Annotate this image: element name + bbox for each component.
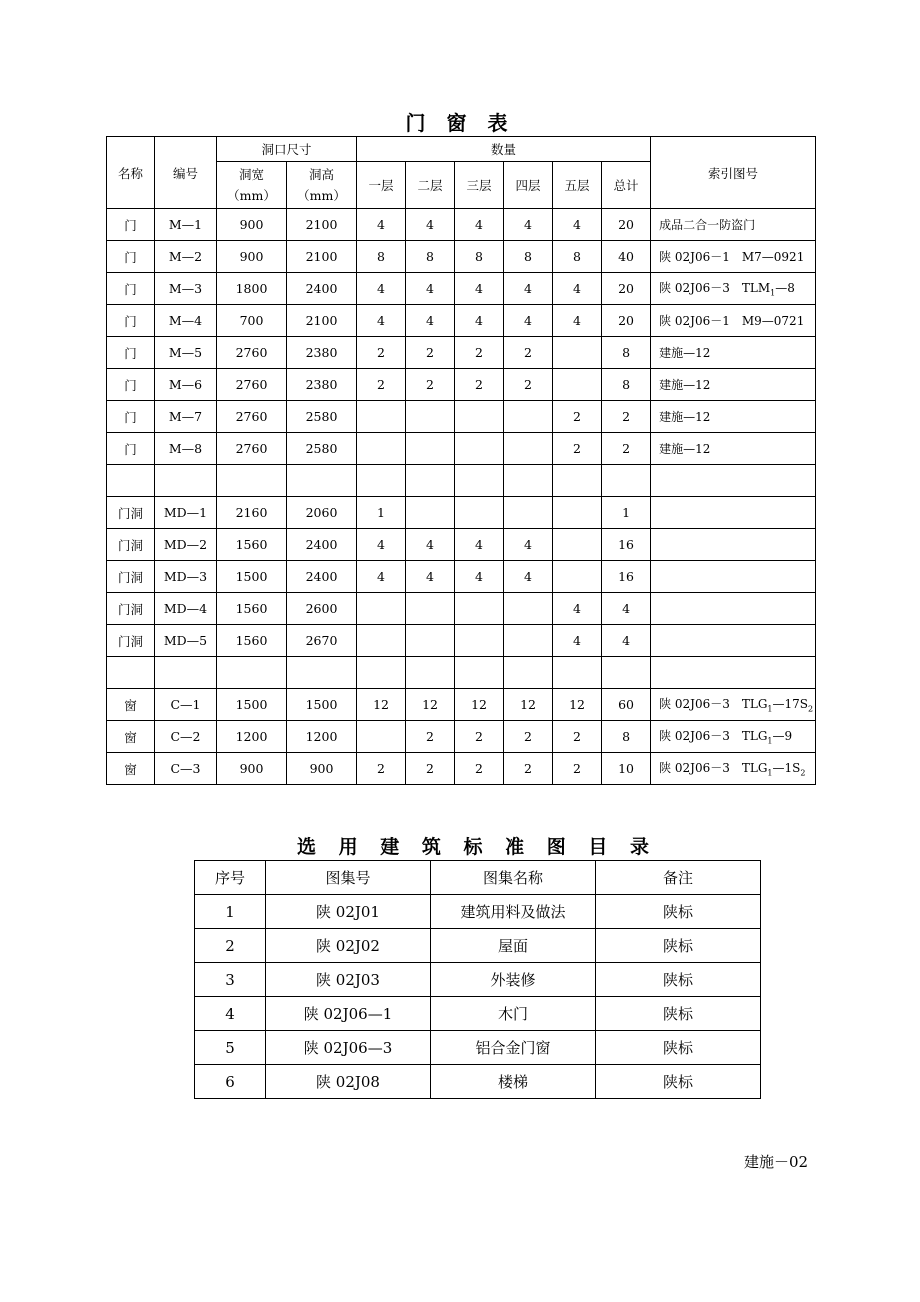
catalog-cell-atlas-no: 陕 02J06—3	[266, 1031, 431, 1065]
cell-height: 2400	[287, 273, 357, 305]
header-ref: 索引图号	[651, 137, 816, 209]
cell-floor-5: 4	[553, 625, 602, 657]
table-row	[107, 433, 816, 465]
cell-floor-4: 4	[504, 529, 553, 561]
cell-floor-3: 2	[455, 721, 504, 753]
cell-floor-3	[455, 657, 504, 689]
catalog-cell-seq: 3	[195, 963, 266, 997]
cell-name	[107, 657, 155, 689]
table-row	[107, 497, 816, 529]
cell-floor-2	[406, 497, 455, 529]
ref-text: 陕 02J06－3 TLG	[659, 697, 768, 712]
cell-floor-2	[406, 401, 455, 433]
cell-code: M—3	[155, 273, 217, 305]
cell-name: 门洞	[107, 497, 155, 529]
cell-name: 门洞	[107, 529, 155, 561]
cell-code: C—2	[155, 721, 217, 753]
cell-floor-2: 2	[406, 721, 455, 753]
cell-width	[217, 657, 287, 689]
header-row-1	[107, 137, 816, 162]
cell-floor-1: 2	[357, 369, 406, 401]
cell-floor-2	[406, 625, 455, 657]
cell-height: 1200	[287, 721, 357, 753]
cell-floor-5: 2	[553, 753, 602, 785]
cell-floor-5	[553, 465, 602, 497]
cell-name: 门	[107, 305, 155, 337]
cell-ref	[651, 241, 816, 273]
table-row	[107, 465, 816, 497]
cell-code: MD—5	[155, 625, 217, 657]
cell-name: 门洞	[107, 561, 155, 593]
cell-floor-1: 4	[357, 273, 406, 305]
cell-floor-4: 4	[504, 561, 553, 593]
cell-ref	[651, 369, 816, 401]
cell-code: M—2	[155, 241, 217, 273]
cell-height: 2670	[287, 625, 357, 657]
cell-floor-3	[455, 625, 504, 657]
cell-floor-1	[357, 433, 406, 465]
cell-width: 1500	[217, 561, 287, 593]
cell-floor-1: 4	[357, 305, 406, 337]
table-row	[195, 929, 761, 963]
cell-floor-4	[504, 465, 553, 497]
cell-floor-3	[455, 433, 504, 465]
cell-floor-1: 1	[357, 497, 406, 529]
cell-floor-4: 2	[504, 369, 553, 401]
cell-floor-2: 4	[406, 305, 455, 337]
cell-ref	[651, 561, 816, 593]
cell-floor-5	[553, 337, 602, 369]
table-row	[107, 305, 816, 337]
cell-name: 门	[107, 433, 155, 465]
cell-ref	[651, 305, 816, 337]
cell-height: 2400	[287, 561, 357, 593]
table-row	[107, 401, 816, 433]
cell-height: 900	[287, 753, 357, 785]
cell-floor-2: 2	[406, 369, 455, 401]
ref-subscript: 1	[770, 288, 776, 298]
header-floor-1: 一层	[357, 162, 406, 209]
cell-total: 4	[602, 625, 651, 657]
cell-width: 1200	[217, 721, 287, 753]
cell-floor-5: 12	[553, 689, 602, 721]
cell-floor-5: 4	[553, 305, 602, 337]
cell-code: M—8	[155, 433, 217, 465]
cell-code: C—1	[155, 689, 217, 721]
cell-total: 2	[602, 401, 651, 433]
cell-floor-1: 12	[357, 689, 406, 721]
cell-name: 门	[107, 401, 155, 433]
cell-code	[155, 465, 217, 497]
cell-width	[217, 465, 287, 497]
ref-text: 建施—12	[659, 442, 711, 456]
cell-name: 窗	[107, 721, 155, 753]
cell-width: 2760	[217, 369, 287, 401]
catalog-cell-seq: 1	[195, 895, 266, 929]
cell-floor-2	[406, 657, 455, 689]
cell-code: M—6	[155, 369, 217, 401]
cell-width: 1560	[217, 625, 287, 657]
header-width-unit: （mm）	[227, 188, 276, 203]
cell-floor-4: 2	[504, 753, 553, 785]
catalog-cell-atlas-name: 楼梯	[431, 1065, 596, 1099]
catalog-header-atlas-no: 图集号	[266, 861, 431, 895]
cell-floor-4: 4	[504, 305, 553, 337]
catalog-cell-note: 陕标	[596, 1031, 761, 1065]
cell-floor-2: 12	[406, 689, 455, 721]
cell-floor-3: 4	[455, 305, 504, 337]
page-number: 建施－02	[744, 1153, 809, 1171]
cell-floor-4: 2	[504, 721, 553, 753]
cell-ref	[651, 721, 816, 753]
cell-code: MD—3	[155, 561, 217, 593]
cell-width: 700	[217, 305, 287, 337]
catalog-cell-note: 陕标	[596, 929, 761, 963]
header-quantity: 数量	[357, 137, 651, 162]
cell-code: MD—1	[155, 497, 217, 529]
cell-height: 2380	[287, 369, 357, 401]
cell-floor-2: 2	[406, 337, 455, 369]
cell-code: MD—4	[155, 593, 217, 625]
cell-name: 门洞	[107, 625, 155, 657]
header-floor-2: 二层	[406, 162, 455, 209]
cell-name: 门	[107, 241, 155, 273]
catalog-cell-note: 陕标	[596, 963, 761, 997]
cell-floor-1	[357, 721, 406, 753]
table-row	[107, 529, 816, 561]
catalog-header-atlas-name: 图集名称	[431, 861, 596, 895]
header-name: 名称	[107, 137, 155, 209]
header-height-unit: （mm）	[297, 188, 346, 203]
cell-floor-5: 2	[553, 433, 602, 465]
cell-ref	[651, 689, 816, 721]
cell-height: 2100	[287, 209, 357, 241]
ref-subscript: 1	[767, 704, 773, 714]
cell-floor-3: 4	[455, 273, 504, 305]
cell-total: 8	[602, 721, 651, 753]
table-row	[107, 593, 816, 625]
catalog-header-row	[195, 861, 761, 895]
cell-floor-1: 4	[357, 529, 406, 561]
ref-tail: —1S	[772, 761, 801, 776]
cell-floor-3	[455, 401, 504, 433]
cell-total: 8	[602, 337, 651, 369]
cell-ref	[651, 337, 816, 369]
ref-subscript: 1	[767, 736, 773, 746]
cell-total: 60	[602, 689, 651, 721]
cell-total: 16	[602, 561, 651, 593]
cell-floor-1: 2	[357, 337, 406, 369]
cell-height: 2380	[287, 337, 357, 369]
ref-subscript-2: 2	[800, 768, 806, 778]
catalog-cell-note: 陕标	[596, 895, 761, 929]
cell-floor-3: 4	[455, 561, 504, 593]
cell-name: 门	[107, 273, 155, 305]
cell-floor-4	[504, 497, 553, 529]
cell-floor-5: 2	[553, 401, 602, 433]
table-row	[107, 369, 816, 401]
cell-name	[107, 465, 155, 497]
cell-floor-4: 2	[504, 337, 553, 369]
cell-floor-4	[504, 433, 553, 465]
table-row	[195, 1065, 761, 1099]
table-row	[107, 625, 816, 657]
cell-floor-3: 12	[455, 689, 504, 721]
table-row	[107, 273, 816, 305]
cell-floor-5: 4	[553, 209, 602, 241]
ref-text: 陕 02J06－3 TLG	[659, 761, 768, 776]
header-opening-size: 洞口尺寸	[217, 137, 357, 162]
cell-ref	[651, 465, 816, 497]
cell-floor-5: 2	[553, 721, 602, 753]
catalog-cell-seq: 6	[195, 1065, 266, 1099]
cell-floor-5: 8	[553, 241, 602, 273]
cell-ref	[651, 273, 816, 305]
header-width-label: 洞宽	[238, 167, 264, 182]
cell-floor-3: 2	[455, 337, 504, 369]
table-row	[107, 337, 816, 369]
cell-floor-5	[553, 657, 602, 689]
catalog-cell-atlas-name: 外装修	[431, 963, 596, 997]
cell-floor-4: 4	[504, 273, 553, 305]
cell-ref	[651, 593, 816, 625]
cell-ref	[651, 209, 816, 241]
catalog-table	[194, 860, 761, 1099]
cell-floor-5	[553, 561, 602, 593]
cell-floor-5	[553, 497, 602, 529]
cell-total: 4	[602, 593, 651, 625]
cell-height	[287, 465, 357, 497]
cell-floor-3: 2	[455, 369, 504, 401]
catalog-cell-atlas-name: 建筑用料及做法	[431, 895, 596, 929]
cell-width: 1560	[217, 529, 287, 561]
catalog-header-note: 备注	[596, 861, 761, 895]
cell-width: 1800	[217, 273, 287, 305]
ref-subscript: 1	[767, 768, 773, 778]
cell-height: 2600	[287, 593, 357, 625]
cell-width: 1560	[217, 593, 287, 625]
cell-ref	[651, 497, 816, 529]
table-row	[107, 657, 816, 689]
table-row	[107, 753, 816, 785]
cell-total: 8	[602, 369, 651, 401]
cell-height: 2580	[287, 401, 357, 433]
cell-ref	[651, 529, 816, 561]
catalog-cell-atlas-no: 陕 02J03	[266, 963, 431, 997]
cell-floor-3	[455, 497, 504, 529]
cell-code: M—5	[155, 337, 217, 369]
cell-ref	[651, 753, 816, 785]
cell-floor-2: 2	[406, 753, 455, 785]
cell-name: 门	[107, 209, 155, 241]
cell-floor-5: 4	[553, 273, 602, 305]
catalog-cell-atlas-no: 陕 02J01	[266, 895, 431, 929]
ref-subscript-2: 2	[808, 704, 814, 714]
cell-name: 门洞	[107, 593, 155, 625]
catalog-cell-atlas-name: 屋面	[431, 929, 596, 963]
cell-floor-1: 4	[357, 209, 406, 241]
cell-floor-4: 8	[504, 241, 553, 273]
cell-floor-5	[553, 529, 602, 561]
cell-ref	[651, 657, 816, 689]
table-row	[195, 997, 761, 1031]
cell-code	[155, 657, 217, 689]
cell-total: 10	[602, 753, 651, 785]
header-floor-3: 三层	[455, 162, 504, 209]
header-floor-4: 四层	[504, 162, 553, 209]
ref-text: 陕 02J06－3 TLM	[659, 281, 771, 296]
cell-floor-2: 4	[406, 529, 455, 561]
cell-total: 20	[602, 305, 651, 337]
table-row	[107, 721, 816, 753]
catalog-cell-atlas-no: 陕 02J08	[266, 1065, 431, 1099]
cell-floor-4	[504, 593, 553, 625]
door-window-table-title: 门 窗 表	[405, 111, 515, 135]
cell-floor-4	[504, 401, 553, 433]
catalog-table-title: 选 用 建 筑 标 准 图 目 录	[297, 836, 657, 858]
cell-floor-2	[406, 593, 455, 625]
cell-height: 2400	[287, 529, 357, 561]
cell-height: 2580	[287, 433, 357, 465]
cell-floor-4: 4	[504, 209, 553, 241]
cell-floor-1	[357, 625, 406, 657]
header-total: 总计	[602, 162, 651, 209]
cell-floor-2: 8	[406, 241, 455, 273]
catalog-cell-atlas-no: 陕 02J02	[266, 929, 431, 963]
table-row	[107, 561, 816, 593]
cell-height: 1500	[287, 689, 357, 721]
cell-height: 2100	[287, 305, 357, 337]
header-floor-5: 五层	[553, 162, 602, 209]
cell-height: 2100	[287, 241, 357, 273]
cell-floor-1	[357, 657, 406, 689]
cell-ref	[651, 401, 816, 433]
ref-text: 建施—12	[659, 410, 711, 424]
cell-total: 16	[602, 529, 651, 561]
table-row	[107, 209, 816, 241]
header-height-label: 洞高	[309, 167, 335, 182]
cell-code: M—4	[155, 305, 217, 337]
ref-tail: —17S	[772, 697, 809, 712]
cell-code: MD—2	[155, 529, 217, 561]
cell-floor-5	[553, 369, 602, 401]
cell-floor-2	[406, 465, 455, 497]
cell-floor-1: 8	[357, 241, 406, 273]
ref-text: 陕 02J06－1 M7—0921	[659, 250, 805, 264]
catalog-cell-seq: 4	[195, 997, 266, 1031]
ref-text: 建施—12	[659, 378, 711, 392]
cell-floor-3	[455, 593, 504, 625]
cell-code: M—7	[155, 401, 217, 433]
catalog-cell-atlas-name: 木门	[431, 997, 596, 1031]
cell-floor-3	[455, 465, 504, 497]
cell-ref	[651, 625, 816, 657]
cell-name: 窗	[107, 689, 155, 721]
cell-name: 门	[107, 337, 155, 369]
cell-total: 1	[602, 497, 651, 529]
header-width	[217, 162, 287, 209]
cell-ref	[651, 433, 816, 465]
cell-floor-1	[357, 401, 406, 433]
cell-total	[602, 657, 651, 689]
cell-floor-5: 4	[553, 593, 602, 625]
catalog-cell-atlas-name: 铝合金门窗	[431, 1031, 596, 1065]
cell-floor-2: 4	[406, 273, 455, 305]
door-window-table	[106, 136, 816, 785]
table-row	[195, 963, 761, 997]
ref-text: 陕 02J06－3 TLG	[659, 729, 768, 744]
catalog-cell-seq: 2	[195, 929, 266, 963]
cell-floor-1	[357, 593, 406, 625]
cell-floor-4	[504, 625, 553, 657]
cell-total: 40	[602, 241, 651, 273]
cell-total: 2	[602, 433, 651, 465]
cell-width: 2760	[217, 337, 287, 369]
catalog-header-seq: 序号	[195, 861, 266, 895]
cell-width: 900	[217, 209, 287, 241]
ref-text: 成品二合一防盗门	[659, 218, 756, 232]
cell-code: M—1	[155, 209, 217, 241]
cell-floor-3: 8	[455, 241, 504, 273]
ref-text: 建施—12	[659, 346, 711, 360]
cell-floor-2: 4	[406, 209, 455, 241]
ref-text: 陕 02J06－1 M9—0721	[659, 314, 805, 328]
cell-name: 窗	[107, 753, 155, 785]
ref-tail: —9	[772, 729, 793, 744]
cell-width: 900	[217, 753, 287, 785]
table-row	[107, 241, 816, 273]
catalog-cell-note: 陕标	[596, 1065, 761, 1099]
table-row	[107, 689, 816, 721]
cell-floor-3: 2	[455, 753, 504, 785]
cell-floor-1: 2	[357, 753, 406, 785]
cell-width: 2160	[217, 497, 287, 529]
cell-width: 2760	[217, 433, 287, 465]
header-code: 编号	[155, 137, 217, 209]
cell-floor-1: 4	[357, 561, 406, 593]
cell-name: 门	[107, 369, 155, 401]
table-row	[195, 1031, 761, 1065]
ref-tail: —8	[775, 281, 795, 296]
cell-floor-2: 4	[406, 561, 455, 593]
cell-height: 2060	[287, 497, 357, 529]
cell-code: C—3	[155, 753, 217, 785]
cell-width: 1500	[217, 689, 287, 721]
cell-floor-1	[357, 465, 406, 497]
cell-floor-2	[406, 433, 455, 465]
cell-floor-3: 4	[455, 529, 504, 561]
header-height	[287, 162, 357, 209]
cell-total	[602, 465, 651, 497]
catalog-cell-seq: 5	[195, 1031, 266, 1065]
cell-total: 20	[602, 273, 651, 305]
cell-total: 20	[602, 209, 651, 241]
cell-width: 2760	[217, 401, 287, 433]
cell-height	[287, 657, 357, 689]
catalog-cell-atlas-no: 陕 02J06—1	[266, 997, 431, 1031]
cell-width: 900	[217, 241, 287, 273]
cell-floor-4	[504, 657, 553, 689]
cell-floor-3: 4	[455, 209, 504, 241]
catalog-cell-note: 陕标	[596, 997, 761, 1031]
table-row	[195, 895, 761, 929]
cell-floor-4: 12	[504, 689, 553, 721]
